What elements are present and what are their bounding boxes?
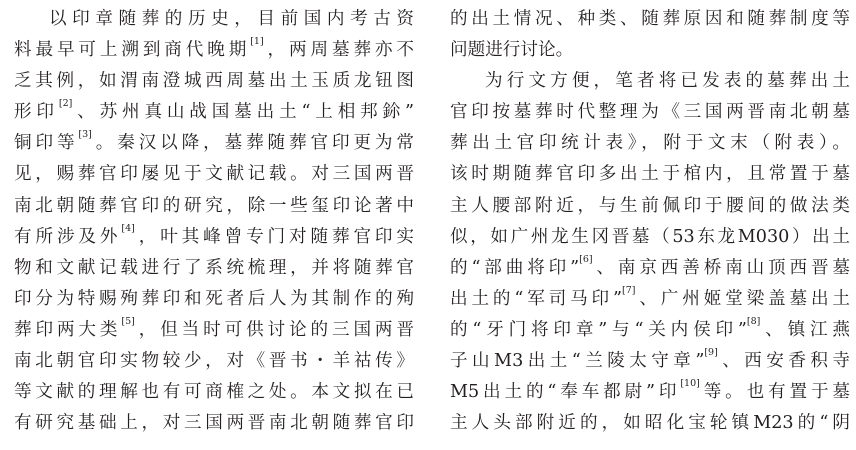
text-line	[14, 253, 414, 284]
text-segment: 问题进行讨论。	[450, 40, 574, 61]
citation-ref: [3]	[78, 129, 92, 141]
text-line	[450, 4, 850, 35]
text-line	[14, 408, 414, 439]
text-line	[450, 346, 850, 377]
text-line	[450, 159, 850, 190]
citation-ref: [8]	[746, 315, 761, 327]
text-segment: ，两周墓葬亦不	[263, 40, 414, 61]
text-segment: ，但当时可供讨论的三国两晋	[134, 319, 414, 340]
text-segment: 等文献的理解也有可商榷之处。本文拟在已	[14, 382, 414, 403]
text-line	[14, 222, 414, 253]
text-segment: 物和文献记载进行了系统梳理，并将随葬官	[14, 257, 414, 278]
text-segment: 见，赐葬官印屡见于文献记载。对三国两晋	[14, 164, 414, 185]
text-segment: 以印章随葬的历史，目前国内考古资	[49, 9, 414, 29]
text-line	[14, 128, 414, 159]
text-line	[14, 159, 414, 190]
text-segment: 、南京西善桥南山顶西晋墓	[592, 257, 850, 278]
text-segment: 的“部曲将印”	[450, 257, 580, 278]
text-line	[450, 253, 850, 284]
text-segment: 南北朝官印实物较少，对《晋书・羊祜传》	[14, 351, 414, 372]
text-line	[14, 377, 414, 408]
citation-ref: [6]	[579, 253, 593, 265]
text-segment: 主人腰部附近，与生前佩印于腰间的做法类	[450, 195, 850, 216]
right-column	[450, 4, 850, 439]
text-segment: 该时期随葬官印多出土于棺内，且常置于墓	[450, 164, 850, 185]
text-line	[14, 66, 414, 97]
text-segment: 葬出土官印统计表》，附于文末（附表）。	[450, 133, 850, 154]
text-line	[450, 35, 850, 66]
citation-ref: [7]	[622, 284, 636, 296]
citation-ref: [10]	[680, 378, 700, 390]
text-line	[450, 315, 850, 346]
text-line	[14, 346, 414, 377]
text-segment: 主人头部附近的，如昭化宝轮镇M23的“阴	[450, 413, 850, 434]
text-segment: 为行文方便，笔者将已发表的墓葬出土	[485, 71, 850, 92]
text-segment: 乏其例，如渭南澄城西周墓出土玉质龙钮图	[14, 71, 414, 92]
text-line	[450, 222, 850, 253]
text-line	[14, 4, 414, 35]
text-segment: 子山M3出土“兰陵太守章”	[450, 351, 705, 372]
text-segment: 。秦汉以降，墓葬随葬官印更为常	[91, 133, 414, 154]
citation-ref: [9]	[704, 347, 718, 359]
text-segment: 的“牙门将印章”与“关内侯印”	[450, 319, 747, 340]
text-segment: 、镇江燕	[760, 319, 850, 340]
text-segment: 、苏州真山战国墓出土“上相邦鉩”	[72, 102, 414, 123]
text-line	[450, 284, 850, 315]
citation-ref: [1]	[250, 36, 264, 48]
text-segment: 南北朝随葬官印的研究，除一些玺印论著中	[14, 195, 414, 216]
text-segment: 的出土情况、种类、随葬原因和随葬制度等	[450, 9, 850, 29]
text-line	[14, 35, 414, 66]
text-line	[450, 377, 850, 408]
text-segment: 、西安香积寺	[717, 351, 850, 372]
text-line	[450, 191, 850, 222]
text-segment: 有所涉及外	[14, 226, 122, 247]
text-segment: 印分为特赐殉葬印和死者后人为其制作的殉	[14, 288, 414, 309]
left-column	[14, 4, 414, 439]
text-segment: ，叶其峰曾专门对随葬官印实	[134, 226, 414, 247]
text-line	[450, 97, 850, 128]
text-segment: 葬印两大类	[14, 319, 122, 340]
text-segment: 铜印等	[14, 133, 79, 154]
text-line	[14, 284, 414, 315]
text-segment: 形印	[14, 102, 59, 123]
text-line	[450, 128, 850, 159]
text-segment: 料最早可上溯到商代晚期	[14, 40, 251, 61]
text-line	[450, 408, 850, 439]
text-line	[14, 315, 414, 346]
text-segment: 、广州姬堂梁盖墓出土	[635, 288, 850, 309]
text-line	[14, 97, 414, 128]
text-segment: 官印按墓葬时代整理为《三国两晋南北朝墓	[450, 102, 850, 123]
text-segment: 似，如广州龙生冈晋墓（53东龙M030）出土	[450, 226, 850, 247]
citation-ref: [2]	[58, 98, 73, 110]
text-segment: 出土的“军司马印”	[450, 288, 623, 309]
text-segment: 有研究基础上，对三国两晋南北朝随葬官印	[14, 413, 414, 434]
text-segment: 等。也有置于墓	[699, 382, 850, 403]
text-line	[450, 66, 850, 97]
text-segment: M5出土的“奉车都尉”印	[450, 382, 681, 403]
citation-ref: [4]	[121, 222, 135, 234]
text-line	[14, 191, 414, 222]
citation-ref: [5]	[121, 315, 135, 327]
